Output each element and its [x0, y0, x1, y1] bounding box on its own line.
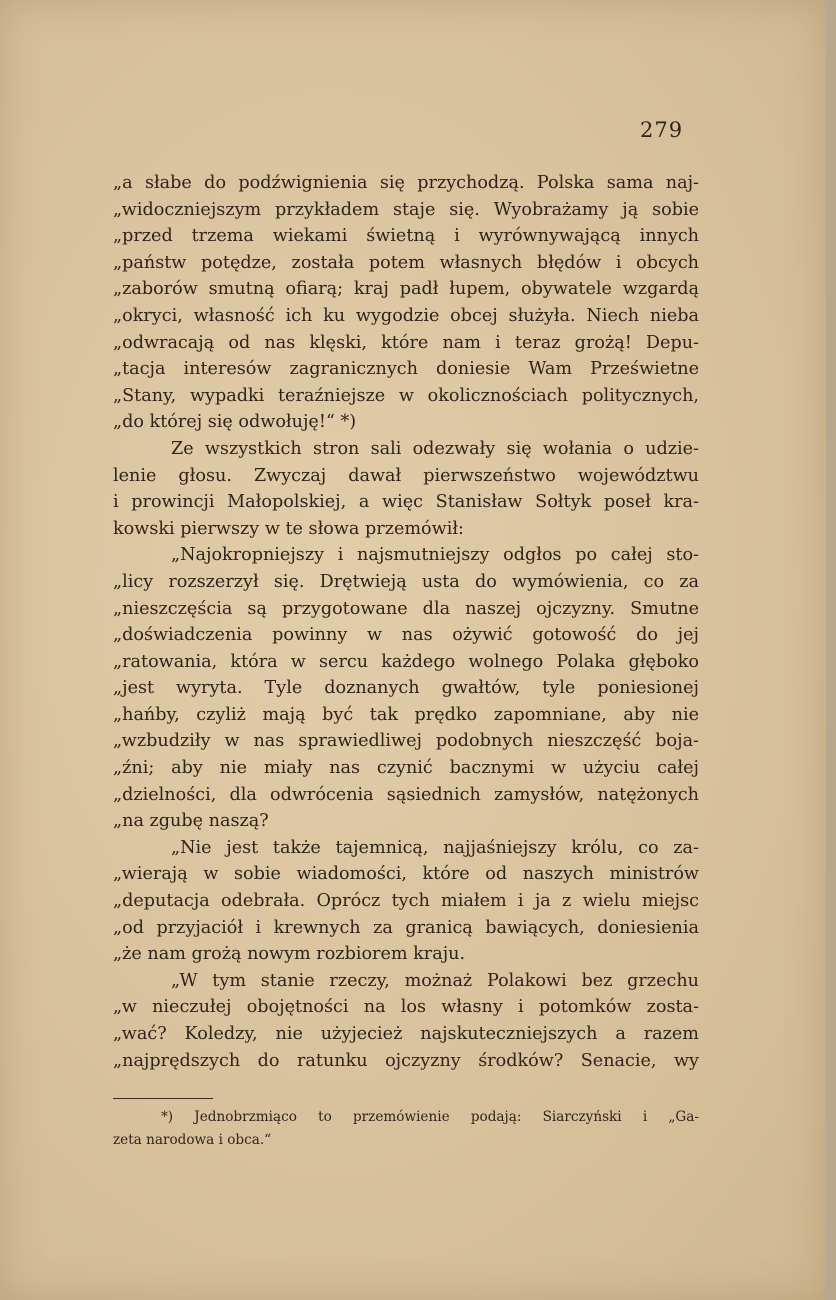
page-number: 279 — [640, 118, 684, 142]
text-line: „hańby, czyliż mają być tak prędko zapomniane, aby nie — [113, 704, 699, 725]
text-line: i prowincji Małopolskiej, a więc Stanisław Sołtyk poseł kra- — [113, 492, 699, 513]
text-line: „W tym stanie rzeczy, możnaż Polakowi bez grzechu — [171, 970, 699, 991]
text-line: „Stany, wypadki teraźniejsze w okolicznościach politycznych, — [113, 385, 699, 406]
footnote — [113, 1106, 699, 1152]
text-line: „źni; aby nie miały nas czynić bacznymi w użyciu całej — [113, 758, 699, 779]
text-line: lenie głosu. Zwyczaj dawał pierwszeństwo województwu — [113, 465, 699, 486]
text-line: „jest wyryta. Tyle doznanych gwałtów, tyle poniesionej — [113, 678, 699, 699]
text-line: „od przyjaciół i krewnych za granicą bawiących, doniesienia — [113, 917, 699, 938]
text-line: „tacja interesów zagranicznych doniesie Wam Prześwietne — [113, 359, 699, 380]
text-line: kowski pierwszy w te słowa przemówił: — [113, 518, 464, 539]
text-line: Ze wszystkich stron sali odezwały się wołania o udzie- — [171, 438, 699, 459]
text-line: „Najokropniejszy i najsmutniejszy odgłos po całej sto- — [171, 545, 699, 566]
text-line: „nieszczęścia są przygotowane dla naszej ojczyzny. Smutne — [113, 598, 699, 619]
text-line: „że nam grożą nowym rozbiorem kraju. — [113, 944, 466, 965]
text-line: „w nieczułej obojętności na los własny i potomków zosta- — [113, 997, 699, 1018]
text-line: „Nie jest także tajemnicą, najjaśniejszy królu, co za- — [171, 837, 699, 858]
footnote-line: zeta narodowa i obca.“ — [113, 1132, 272, 1148]
text-line: „licy rozszerzył się. Drętwieją usta do wymówienia, co za — [113, 571, 699, 592]
text-line: „ratowania, która w sercu każdego wolnego Polaka głęboko — [113, 651, 699, 672]
text-line: „wać? Koledzy, nie użyjecież najskuteczniejszych a razem — [113, 1024, 699, 1044]
text-line: „najprędszych do ratunku ojczyzny środków? Senacie, wy — [113, 1050, 699, 1071]
text-line: „odwracają od nas klęski, które nam i teraz grożą! Depu- — [113, 332, 699, 353]
text-line: „na zgubę naszą? — [113, 811, 269, 832]
footnote-line: *) Jednobrzmiąco to przemówienie podają: Siarczyński i „Ga- — [161, 1109, 699, 1125]
text-line: „okryci, własność ich ku wygodzie obcej służyła. Niech nieba — [113, 305, 699, 326]
text-line: „deputacja odebrała. Oprócz tych miałem i ja z wielu miejsc — [113, 891, 699, 912]
text-line: „do której się odwołuję!“ *) — [113, 412, 357, 433]
text-line: „dzielności, dla odwrócenia sąsiednich zamysłów, natężonych — [113, 784, 699, 805]
text-line: „doświadczenia powinny w nas ożywić gotowość do jej — [113, 625, 699, 646]
text-line: „wzbudziły w nas sprawiedliwej podobnych nieszczęść boja- — [113, 731, 699, 752]
text-line: „zaborów smutną ofiarą; kraj padł łupem, obywatele wzgardą — [113, 279, 699, 300]
text-line: „państw potędze, została potem własnych błędów i obcych — [113, 252, 699, 273]
body-text — [113, 170, 699, 1074]
text-line: „przed trzema wiekami świetną i wyrównywającą innych — [113, 226, 699, 247]
text-line: „widoczniejszym przykładem staje się. Wyobrażamy ją sobie — [113, 199, 699, 220]
footnote-separator — [113, 1098, 213, 1099]
text-line: „a słabe do podźwignienia się przychodzą. Polska sama naj- — [113, 173, 699, 193]
text-line: „wierają w sobie wiadomości, które od naszych ministrów — [113, 864, 699, 885]
